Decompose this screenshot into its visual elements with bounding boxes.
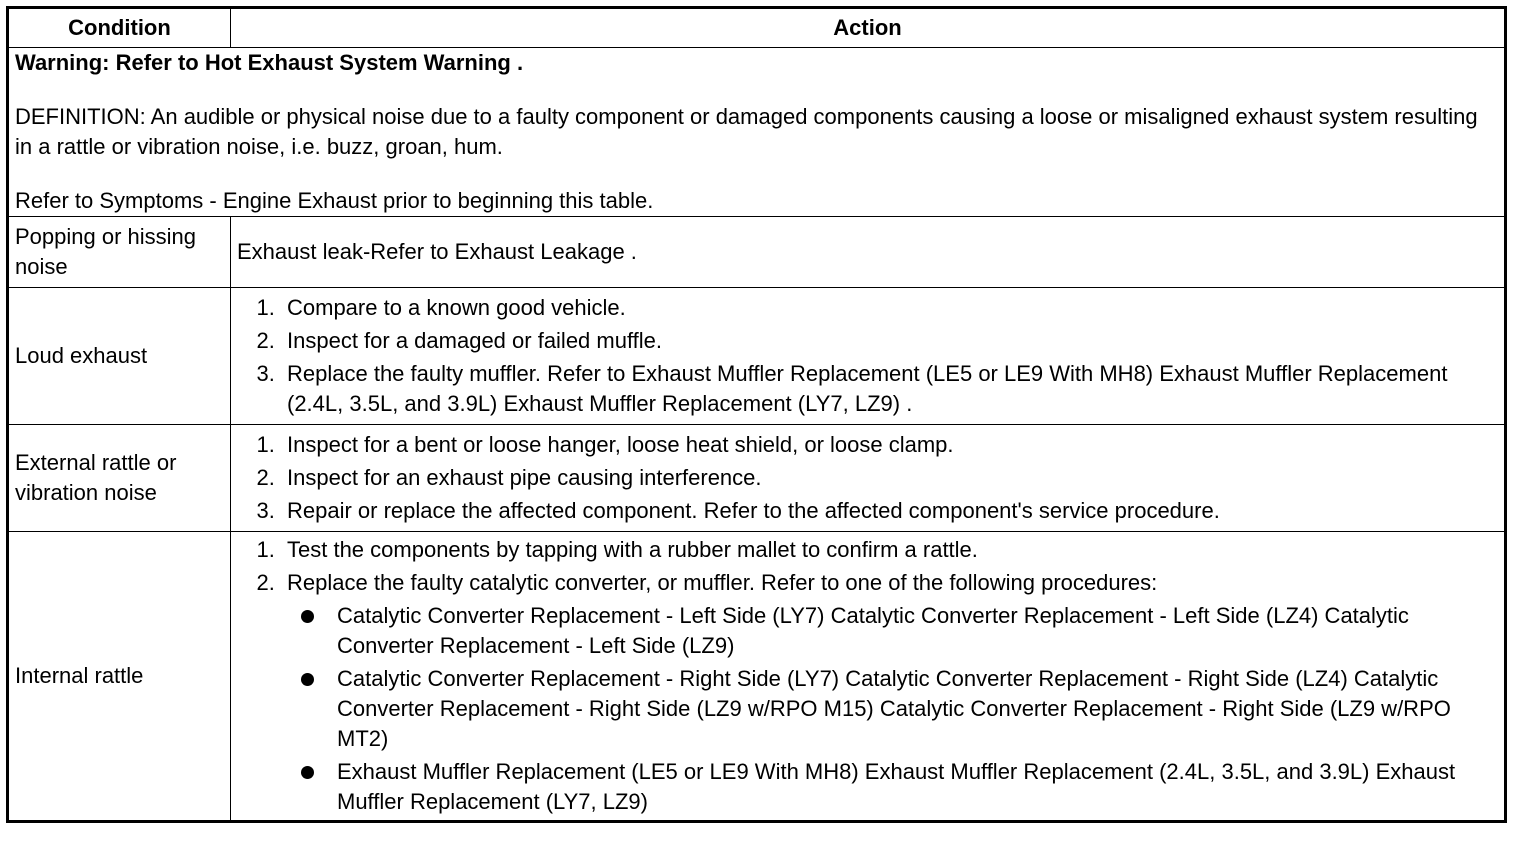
condition-cell: External rattle or vibration noise: [8, 425, 231, 532]
bullet-icon: [301, 673, 314, 686]
list-item: 2. Inspect for a damaged or failed muffle.: [281, 326, 1498, 356]
table-row: [8, 425, 1506, 532]
condition-header: Condition: [8, 8, 231, 48]
procedure-link: Exhaust Muffler Replacement (LE5 or LE9 With MH8) Exhaust Muffler Replacement (2.4L, 3.5L, and 3.9L) Exhaust Muffler Replacement (LY7, LZ9): [337, 759, 1456, 814]
action-cell: [231, 288, 1506, 425]
list-item: [331, 757, 1498, 817]
list-item: [331, 664, 1498, 754]
procedure-link: Catalytic Converter Replacement - Right Side (LY7) Catalytic Converter Replacement - Right Side (LZ4) Catalytic Converter Replacement - Right Side (LZ9 w/RPO M15) Catalytic Converter Replacement - Right Side (LZ9 w/RPO MT2): [337, 666, 1451, 751]
action-header: Action: [231, 8, 1506, 48]
action-cell: [231, 532, 1506, 822]
condition-cell: Internal rattle: [8, 532, 231, 822]
step-list: [237, 430, 1498, 526]
table-row: [8, 217, 1506, 288]
list-item: 1. Compare to a known good vehicle.: [281, 293, 1498, 323]
procedure-list: [287, 601, 1498, 817]
list-item: 1. Test the components by tapping with a rubber mallet to confirm a rattle.: [281, 535, 1498, 565]
intro-row: [8, 48, 1506, 217]
list-item: 1. Inspect for a bent or loose hanger, loose heat shield, or loose clamp.: [281, 430, 1498, 460]
step-list: [237, 293, 1498, 419]
action-cell: Exhaust leak-Refer to Exhaust Leakage .: [231, 217, 1506, 288]
condition-cell: Popping or hissing noise: [8, 217, 231, 288]
step-list: [237, 535, 1498, 817]
header-row: [8, 8, 1506, 48]
table-row: [8, 288, 1506, 425]
list-item: [331, 601, 1498, 661]
list-item: 2. Inspect for an exhaust pipe causing interference.: [281, 463, 1498, 493]
definition-text: DEFINITION: An audible or physical noise due to a faulty component or damaged components causing a loose or misaligned exhaust system resulting in a rattle or vibration noise, i.e. buzz, groan, hum.: [15, 104, 1478, 159]
list-item: 3. Repair or replace the affected component. Refer to the affected component's service procedure.: [281, 496, 1498, 526]
refer-text: Refer to Symptoms - Engine Exhaust prior to beginning this table.: [15, 188, 654, 213]
table-row: [8, 532, 1506, 822]
diagnostic-table: [6, 6, 1507, 823]
warning-text: Warning: Refer to Hot Exhaust System Warning .: [15, 50, 524, 75]
bullet-icon: [301, 766, 314, 779]
bullet-icon: [301, 610, 314, 623]
step-text: Replace the faulty catalytic converter, or muffler. Refer to one of the following procedures:: [287, 570, 1158, 595]
condition-cell: Loud exhaust: [8, 288, 231, 425]
list-item: 3. Replace the faulty muffler. Refer to Exhaust Muffler Replacement (LE5 or LE9 With MH8) Exhaust Muffler Replacement (2.4L, 3.5L, and 3.9L) Exhaust Muffler Replacement (LY7, LZ9) .: [281, 359, 1498, 419]
procedure-link: Catalytic Converter Replacement - Left Side (LY7) Catalytic Converter Replacement - Left Side (LZ4) Catalytic Converter Replacement - Left Side (LZ9): [337, 603, 1409, 658]
action-cell: [231, 425, 1506, 532]
intro-cell: [8, 48, 1506, 217]
list-item: [281, 568, 1498, 817]
